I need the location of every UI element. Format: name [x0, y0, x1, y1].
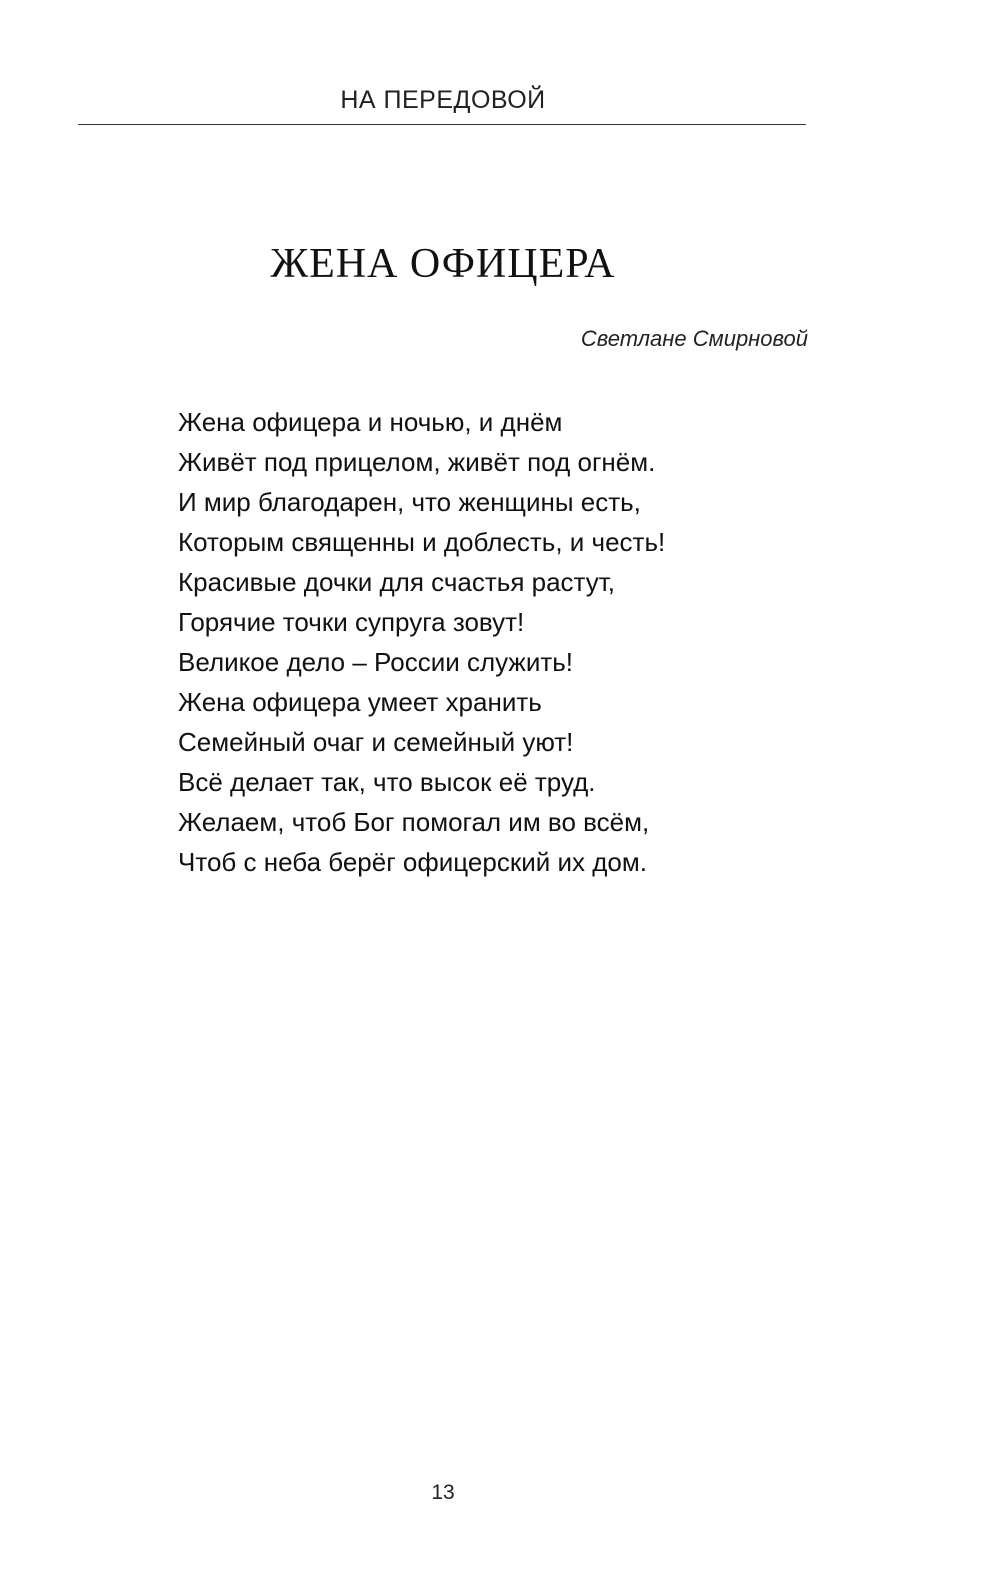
poem-line: Горячие точки супруга зовут! — [178, 607, 525, 637]
poem-line: Семейный очаг и семейный уют! — [178, 727, 574, 757]
poem-line: Желаем, чтоб Бог помогал им во всём, — [178, 807, 650, 837]
poem-line: Красивые дочки для счастья растут, — [178, 567, 615, 597]
poem-dedication: Светлане Смирновой — [580, 326, 808, 351]
poem-line: Великое дело – России служить! — [178, 647, 574, 677]
poem-line: Живёт под прицелом, живёт под огнём. — [178, 447, 656, 477]
header-rule — [78, 124, 806, 125]
poem-body — [178, 402, 665, 882]
poem-line: И мир благодарен, что женщины есть, — [178, 487, 641, 517]
running-header: НА ПЕРЕДОВОЙ — [340, 86, 546, 114]
poem-line: Жена офицера и ночью, и днём — [178, 407, 563, 437]
poem-line: Жена офицера умеет хранить — [178, 687, 542, 717]
poem-line: Чтоб с неба берёг офицерский их дом. — [178, 847, 647, 877]
poem-line: Которым священны и доблесть, и честь! — [178, 527, 666, 557]
poem-line: Всё делает так, что высок её труд. — [178, 767, 596, 797]
poem-title: ЖЕНА ОФИЦЕРА — [270, 241, 616, 287]
page-number: 13 — [431, 1481, 455, 1504]
